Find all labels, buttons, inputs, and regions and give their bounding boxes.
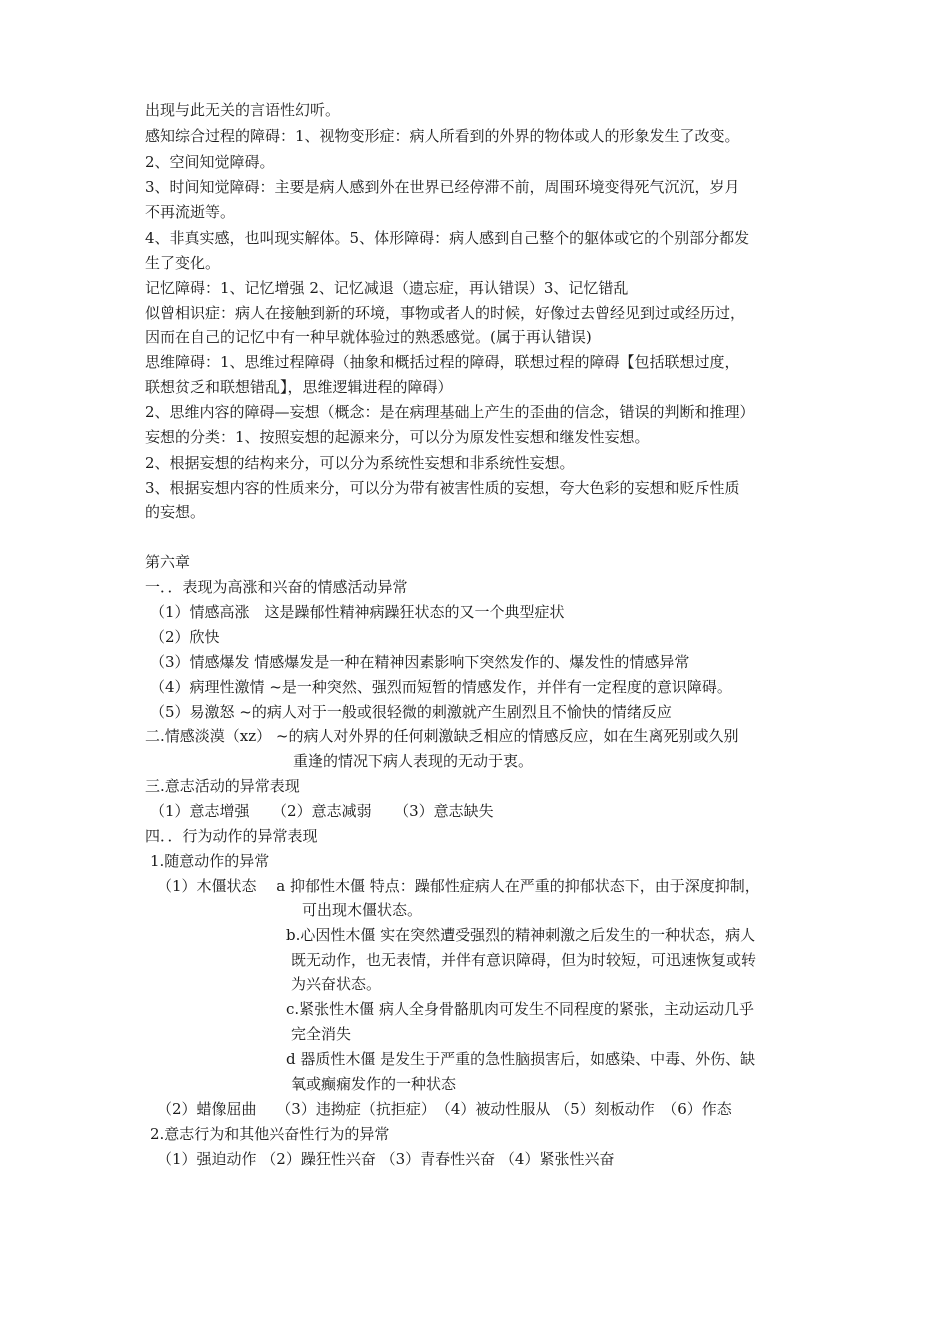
section-heading: 四．．行为动作的异常表现 — [145, 827, 318, 845]
text-line: 思维障碍：1、思维过程障碍（抽象和概括过程的障碍，联想过程的障碍【包括联想过度， — [145, 353, 740, 371]
text-line: 记忆障碍：1、记忆增强 2、记忆减退（遗忘症，再认错误）3、记忆错乱 — [145, 279, 629, 297]
text-line: b.心因性木僵 实在突然遭受强烈的精神刺激之后发生的一种状态，病人 — [286, 926, 756, 944]
chapter-heading: 第六章 — [145, 553, 191, 571]
text-line: （5）易激怒 ~的病人对于一般或很轻微的刺激就产生剧烈且不愉快的情绪反应 — [150, 703, 672, 721]
text-line: 的妄想。 — [145, 503, 206, 521]
section-heading: 二.情感淡漠（xz） ~的病人对外界的任何刺激缺乏相应的情感反应，如在生离死别或久别 — [145, 727, 739, 745]
text-line: （2）欣快 — [150, 628, 220, 646]
text-line: 因而在自己的记忆中有一种早就体验过的熟悉感觉。(属于再认错误) — [145, 328, 592, 346]
text-line: 4、非真实感，也叫现实解体。5、体形障碍：病人感到自己整个的躯体或它的个别部分都发 — [145, 229, 750, 247]
text-line: 妄想的分类：1、按照妄想的起源来分，可以分为原发性妄想和继发性妄想。 — [145, 428, 650, 446]
text-line: 3、时间知觉障碍：主要是病人感到外在世界已经停滞不前，周围环境变得死气沉沉，岁月 — [145, 178, 740, 196]
text-line: 2、根据妄想的结构来分，可以分为系统性妄想和非系统性妄想。 — [145, 454, 575, 472]
text-line: 感知综合过程的障碍：1、视物变形症：病人所看到的外界的物体或人的形象发生了改变。 — [145, 127, 740, 145]
text-line: （1）强迫动作 （2）躁狂性兴奋 （3）青春性兴奋 （4）紧张性兴奋 — [157, 1150, 615, 1168]
text-line: （1）情感高涨 这是躁郁性精神病躁狂状态的又一个典型症状 — [150, 603, 565, 621]
text-line: 出现与此无关的言语性幻听。 — [145, 101, 341, 119]
text-line: 3、根据妄想内容的性质来分，可以分为带有被害性质的妄想，夸大色彩的妄想和贬斥性质 — [145, 479, 740, 497]
subsection-heading: 2.意志行为和其他兴奋性行为的异常 — [150, 1125, 390, 1143]
subsection-heading: 1.随意动作的异常 — [150, 852, 270, 870]
text-line: （2）蜡像屈曲 （3）违拗症（抗拒症） （4）被动性服从 （5）刻板动作 （6）作态 — [157, 1100, 732, 1118]
text-line: 既无动作，也无表情，并伴有意识障碍，但为时较短，可迅速恢复或转 — [291, 951, 757, 969]
text-line: 联想贫乏和联想错乱】，思维逻辑进程的障碍） — [145, 378, 453, 396]
text-line: 2、空间知觉障碍。 — [145, 153, 275, 171]
section-heading: 三.意志活动的异常表现 — [145, 777, 300, 795]
section-heading: 一．．表现为高涨和兴奋的情感活动异常 — [145, 578, 408, 596]
text-line: d 器质性木僵 是发生于严重的急性脑损害后，如感染、中毒、外伤、缺 — [286, 1050, 756, 1068]
text-line: 不再流逝等。 — [145, 203, 236, 221]
text-line: c.紧张性木僵 病人全身骨骼肌肉可发生不同程度的紧张，主动运动几乎 — [286, 1000, 754, 1018]
text-line: （1）木僵状态 a 抑郁性木僵 特点：躁郁性症病人在严重的抑郁状态下，由于深度抑制， — [157, 877, 760, 895]
text-line: 完全消失 — [291, 1025, 352, 1043]
text-line: （3）情感爆发 情感爆发是一种在精神因素影响下突然发作的、爆发性的情感异常 — [150, 653, 690, 671]
text-line: 为兴奋状态。 — [291, 975, 382, 993]
text-line: 2、思维内容的障碍—妄想（概念：是在病理基础上产生的歪曲的信念，错误的判断和推理） — [145, 403, 755, 421]
text-line: 似曾相识症：病人在接触到新的环境，事物或者人的时候，好像过去曾经见到过或经历过， — [145, 304, 746, 322]
text-line: 生了变化。 — [145, 254, 221, 272]
text-line: （1）意志增强 （2）意志减弱 （3）意志缺失 — [150, 802, 494, 820]
text-line: 重逢的情况下病人表现的无动于衷。 — [293, 752, 534, 770]
text-line: （4）病理性激情 ~是一种突然、强烈而短暂的情感发作，并伴有一定程度的意识障碍。 — [150, 678, 732, 696]
text-line: 氧或癫痫发作的一种状态 — [291, 1075, 457, 1093]
text-line: 可出现木僵状态。 — [302, 901, 423, 919]
